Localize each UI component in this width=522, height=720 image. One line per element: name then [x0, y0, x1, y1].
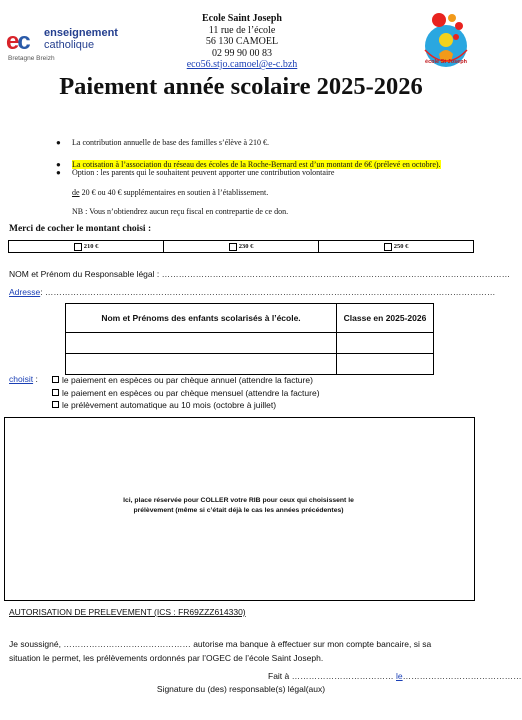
saint-joseph-logo-text: école St Joseph — [425, 59, 467, 65]
child-name-cell[interactable] — [66, 333, 337, 354]
authorization-title: AUTORISATION DE PRELEVEMENT (ICS : FR69ZZZ614330) — [9, 607, 246, 617]
checkbox[interactable] — [52, 376, 59, 383]
logo-line-enseignement: enseignement — [44, 27, 118, 39]
child-class-cell[interactable] — [337, 333, 434, 354]
school-street: 11 rue de l’école — [208, 24, 276, 36]
amount-option-250[interactable]: 250 € — [319, 241, 473, 252]
bullet-option: ● Option : les parents qui le souhaitent peuvent apporter une contribution volontaire — [56, 168, 335, 177]
col-class: Classe en 2025-2026 — [337, 304, 434, 333]
child-name-cell[interactable] — [66, 354, 337, 375]
payment-option-monthly[interactable]: le paiement en espèces ou par chèque mensuel (attendre la facture) — [52, 387, 472, 400]
responsable-dots: …………………………………………………………………………………………………………… — [161, 269, 511, 279]
adresse-field[interactable] — [9, 287, 496, 297]
payment-option-annual[interactable]: le paiement en espèces ou par chèque annuel (attendre la facture) — [52, 374, 472, 387]
logo-line-catholique: catholique — [44, 39, 95, 51]
amount-choice-table — [8, 240, 474, 253]
children-table — [65, 303, 434, 375]
logo-line-bretagne: Bretagne Breizh — [8, 55, 55, 62]
authorization-line-1: Je soussigné, ……………………………………… autorise ma banque à effectuer sur mon compte bancaire, si sa — [9, 639, 432, 649]
adresse-dots: : …………………………………………………………………………………………………………………………………………… — [40, 287, 496, 297]
bullet-dot: ● — [56, 138, 61, 147]
fait-a-line[interactable]: Fait à ……………………………… le…………………………………… — [268, 671, 522, 681]
tax-receipt-note: NB : Vous n’obtiendrez aucun reçu fiscal en contrepartie de ce don. — [72, 207, 289, 216]
checkbox[interactable] — [52, 389, 59, 396]
rib-instructions: Ici, place réservée pour COLLER votre RIB pour ceux qui choisissent le prélèvement (même si c’était déjà le cas les années précédentes) — [123, 497, 354, 514]
bullet-base-contribution: ● La contribution annuelle de base des familles s’élève à 210 €. — [56, 138, 270, 147]
checkbox[interactable] — [229, 243, 237, 251]
checkbox[interactable] — [52, 401, 59, 408]
checkbox[interactable] — [74, 243, 82, 251]
school-phone: 02 99 90 00 83 — [212, 47, 272, 59]
saint-joseph-logo — [419, 10, 473, 76]
ec-logo-mark: ec — [6, 28, 29, 55]
amount-option-210[interactable]: 210 € — [9, 241, 164, 252]
option-amounts-line: de 20 € ou 40 € supplémentaires en soutien à l’établissement. — [72, 188, 269, 197]
saint-joseph-logo-icon — [419, 10, 473, 76]
checkbox[interactable] — [384, 243, 392, 251]
table-row — [66, 354, 434, 375]
col-children-names: Nom et Prénoms des enfants scolarisés à l’école. — [66, 304, 337, 333]
responsable-field[interactable] — [9, 269, 511, 279]
payment-options — [52, 374, 472, 412]
bullet-dot: ● — [56, 168, 61, 177]
authorization-line-2: situation le permet, les prélèvements ordonnés par l’OGEC de l’école Saint Joseph. — [9, 653, 324, 663]
choice-label: choisit : — [9, 374, 38, 384]
signature-label: Signature du (des) responsable(s) légal(aux) — [156, 684, 326, 694]
school-email-link[interactable]: eco56.stjo.camoel@e-c.bzh — [186, 59, 298, 70]
adresse-label: Adresse — [9, 287, 41, 297]
child-class-cell[interactable] — [337, 354, 434, 375]
table-header-row — [66, 304, 434, 333]
responsable-label: NOM et Prénom du Responsable légal : — [9, 269, 160, 279]
choose-amount-title: Merci de cocher le montant choisi : — [9, 224, 152, 234]
bullet-association-fee: ● La cotisation à l’association du réseau des écoles de la Roche-Bernard est d’un montant de 6€ (prélevé en octobre). — [56, 160, 441, 169]
payment-option-direct-debit[interactable]: le prélèvement automatique au 10 mois (octobre à juillet) — [52, 399, 472, 412]
page-title: Paiement année scolaire 2025-2026 — [59, 73, 423, 100]
bullet-dot: ● — [56, 160, 61, 169]
school-name: Ecole Saint Joseph — [201, 13, 282, 24]
table-row — [66, 333, 434, 354]
amount-option-230[interactable]: 230 € — [164, 241, 319, 252]
school-header — [150, 13, 334, 71]
school-city: 56 130 CAMOEL — [205, 36, 279, 47]
enseignement-catholique-logo — [6, 24, 126, 64]
